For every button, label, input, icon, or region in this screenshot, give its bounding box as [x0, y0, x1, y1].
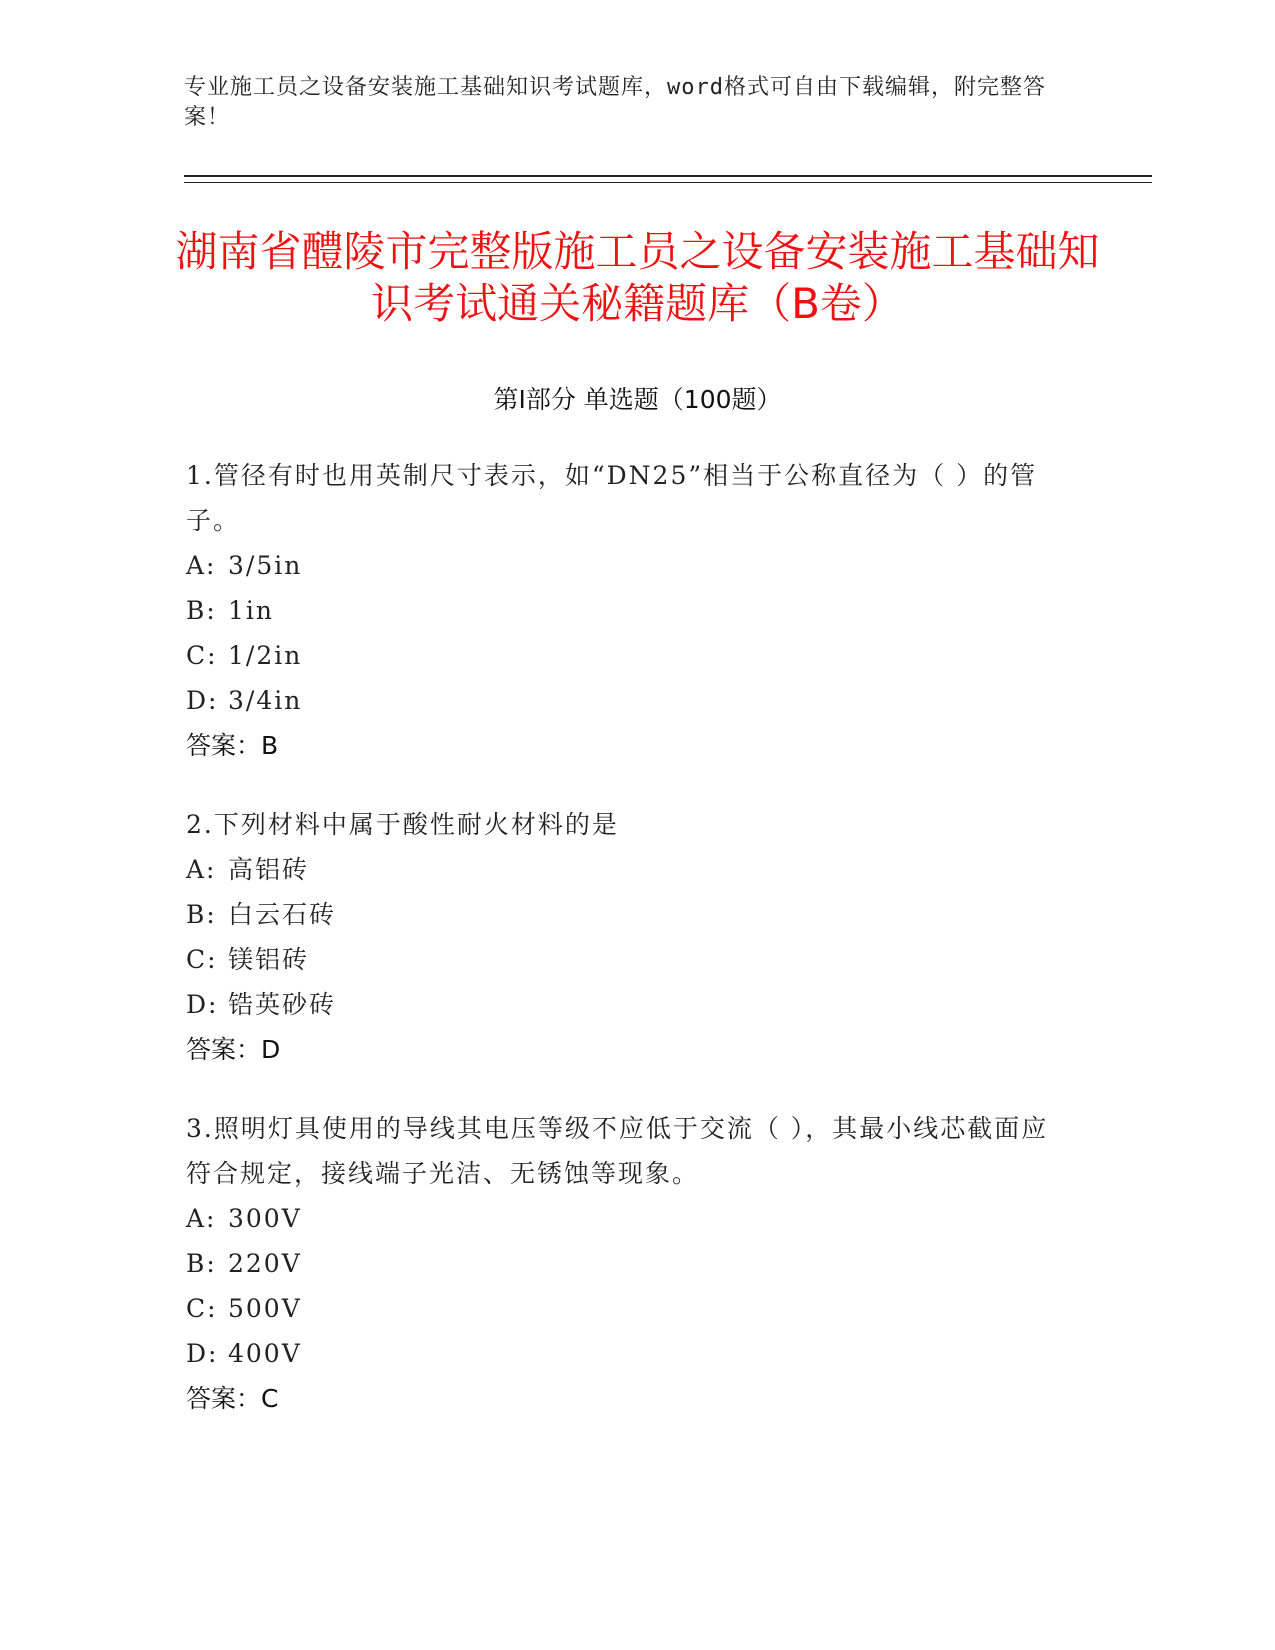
option-text: 500V [228, 1294, 302, 1323]
answer-line: 答案：C [186, 1384, 279, 1413]
option-c [186, 1286, 1066, 1331]
header-note: 专业施工员之设备安装施工基础知识考试题库，word格式可自由下载编辑，附完整答案！ [184, 75, 1046, 130]
option-key: C: [186, 641, 218, 670]
header-divider-thick [184, 175, 1152, 177]
option-b [186, 1241, 1066, 1286]
answer-line: 答案：D [186, 1035, 281, 1064]
option-text: 300V [228, 1204, 302, 1233]
option-key: D: [186, 686, 219, 715]
option-text: 220V [228, 1249, 302, 1278]
option-d [186, 982, 1066, 1027]
question-2 [186, 802, 1066, 1072]
option-key: D: [186, 990, 219, 1019]
option-key: B: [186, 596, 217, 625]
option-b [186, 588, 1066, 633]
option-key: D: [186, 1339, 219, 1368]
question-3 [186, 1106, 1066, 1421]
option-d [186, 1331, 1066, 1376]
option-key: C: [186, 1294, 218, 1323]
option-a [186, 543, 1066, 588]
option-b [186, 892, 1066, 937]
option-text: 1/2in [228, 641, 303, 670]
option-c [186, 633, 1066, 678]
option-text: 3/5in [228, 551, 303, 580]
option-key: A: [186, 855, 217, 884]
section-heading: 第Ⅰ部分 单选题（100题） [493, 385, 782, 414]
option-key: A: [186, 551, 217, 580]
option-text: 3/4in [228, 686, 303, 715]
question-stem: 1.管径有时也用英制尺寸表示，如“DN25”相当于公称直径为（ ）的管子。 [186, 461, 1038, 535]
option-a [186, 1196, 1066, 1241]
option-text: 高铝砖 [228, 855, 310, 884]
option-key: B: [186, 1249, 217, 1278]
document-title: 湖南省醴陵市完整版施工员之设备安装施工基础知识考试通关秘籍题库（B卷） [175, 227, 1100, 328]
question-stem: 2.下列材料中属于酸性耐火材料的是 [186, 810, 619, 839]
option-key: B: [186, 900, 217, 929]
option-key: C: [186, 945, 218, 974]
option-text: 1in [228, 596, 275, 625]
option-a [186, 847, 1066, 892]
option-c [186, 937, 1066, 982]
question-1 [186, 453, 1066, 768]
option-text: 镁铝砖 [228, 945, 310, 974]
answer-line: 答案：B [186, 731, 279, 760]
question-stem: 3.照明灯具使用的导线其电压等级不应低于交流（ ），其最小线芯截面应符合规定，接线端子光洁、无锈蚀等现象。 [186, 1114, 1049, 1188]
option-d [186, 678, 1066, 723]
option-text: 锆英砂砖 [228, 990, 337, 1019]
option-key: A: [186, 1204, 217, 1233]
header-divider-thin [184, 182, 1152, 183]
option-text: 400V [228, 1339, 302, 1368]
option-text: 白云石砖 [228, 900, 337, 929]
